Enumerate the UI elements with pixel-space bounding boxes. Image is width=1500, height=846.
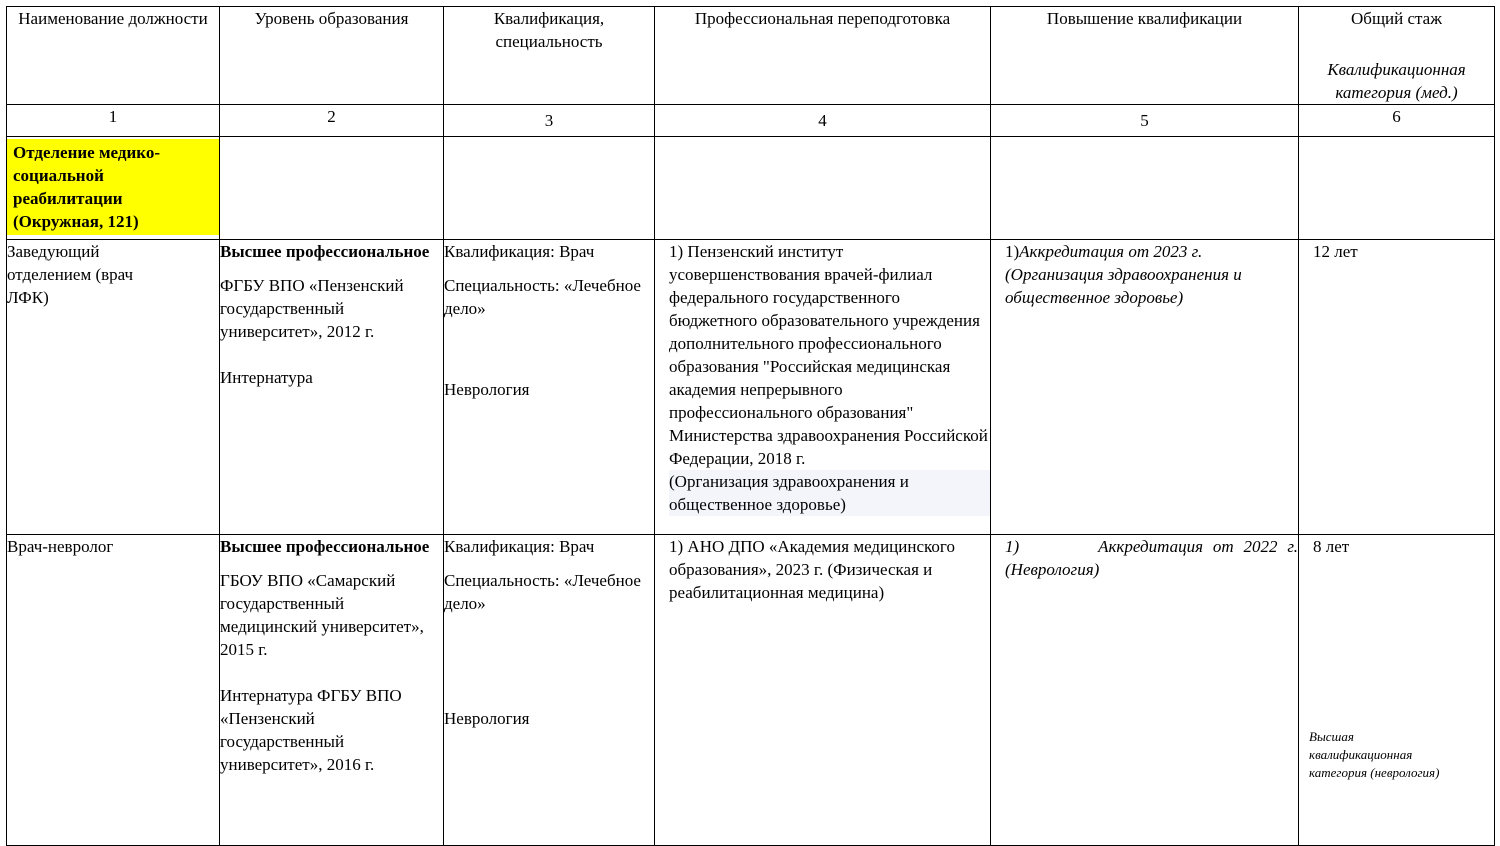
qualification-cell: [444, 535, 655, 846]
column-number: 1: [7, 105, 220, 137]
advanced-training-body: Аккредитация от 2023 г. (Организация здравоохранения и общественное здоровье): [1005, 242, 1242, 307]
header-row: [7, 7, 1495, 105]
education-cell: [220, 240, 444, 535]
experience-text: 8 лет: [1313, 537, 1350, 556]
column-number: 6: [1299, 105, 1495, 137]
experience-cell: [1299, 240, 1495, 535]
education-level: Высшее профессиональное: [220, 537, 430, 556]
advanced-training-cell: [991, 535, 1303, 846]
advanced-training-text: [1005, 240, 1298, 309]
education-institution: ГБОУ ВПО «Самарский государственный медицинский университет», 2015 г.: [220, 571, 424, 659]
position-cell: [7, 240, 220, 535]
column-number: 4: [655, 105, 991, 137]
education-level: Высшее профессиональное: [220, 242, 430, 261]
specialty-text: Специальность: «Лечебное дело»: [444, 276, 641, 318]
empty-cell: [655, 137, 991, 240]
header-category: Квалификационная категория (мед.): [1327, 60, 1466, 102]
empty-cell: [220, 137, 444, 240]
internship-specialty: Неврология: [444, 380, 530, 399]
qualification-cell: [444, 240, 655, 535]
header-advanced-training: Повышение квалификации: [991, 7, 1299, 105]
advanced-training-text: 1) Аккредитация от 2022 г. (Неврология): [1005, 537, 1303, 579]
advanced-training-cell: [991, 240, 1299, 535]
empty-cell: [991, 137, 1299, 240]
department-row: [7, 137, 1495, 240]
column-number: 5: [991, 105, 1299, 137]
retraining-note: (Организация здравоохранения и общественное здоровье): [669, 470, 990, 516]
header-education: Уровень образования: [220, 7, 444, 105]
retraining-text: 1) АНО ДПО «Академия медицинского образования», 2023 г. (Физическая и реабилитационная медицина): [669, 537, 955, 602]
advanced-training-prefix: 1): [1005, 242, 1020, 261]
position-text: Заведующий отделением (врач ЛФК): [7, 242, 134, 307]
department-cell: [7, 137, 220, 240]
specialty-text: Специальность: «Лечебное дело»: [444, 571, 641, 613]
header-retraining: Профессиональная переподготовка: [655, 7, 991, 105]
header-experience: [1299, 7, 1495, 105]
header-position: Наименование должности: [7, 7, 220, 105]
experience-text: 12 лет: [1313, 242, 1358, 261]
education-institution: ФГБУ ВПО «Пензенский государственный университет», 2012 г.: [220, 276, 404, 341]
staff-table: [6, 6, 1495, 846]
retraining-text: 1) Пензенский институт усовершенствования врачей-филиал федерального государственного бюджетного образовательного учреждения дополнительного профессионального образования "Российская медицинская академия непрерывного профессионального образования" Министерства здравоохранения Российской Федерации, 2018 г.: [669, 242, 988, 468]
column-numbers-row: [7, 105, 1495, 137]
column-number: 3: [444, 105, 655, 137]
experience-cell: [1299, 535, 1495, 846]
empty-cell: [1299, 137, 1495, 240]
qualification-text: Квалификация: Врач: [444, 537, 595, 556]
position-text: Врач-невролог: [7, 537, 114, 556]
qualification-category: Высшая квалификационная категория (неврология): [1309, 729, 1440, 780]
header-qualification: Квалификация, специальность: [444, 7, 655, 105]
table-row: [7, 535, 1495, 846]
internship-specialty: Неврология: [444, 709, 530, 728]
department-title: Отделение медико-социальной реабилитации (Окружная, 121): [7, 139, 219, 235]
education-cell: [220, 535, 444, 846]
retraining-cell: [655, 535, 991, 846]
retraining-cell: [655, 240, 991, 535]
position-cell: [7, 535, 220, 846]
education-internship: Интернатура: [220, 368, 313, 387]
table-row: [7, 240, 1495, 535]
empty-cell: [444, 137, 655, 240]
qualification-text: Квалификация: Врач: [444, 242, 595, 261]
education-internship: Интернатура ФГБУ ВПО «Пензенский государственный университет», 2016 г.: [220, 686, 402, 774]
header-experience-title: Общий стаж: [1351, 9, 1442, 28]
column-number: 2: [220, 105, 444, 137]
